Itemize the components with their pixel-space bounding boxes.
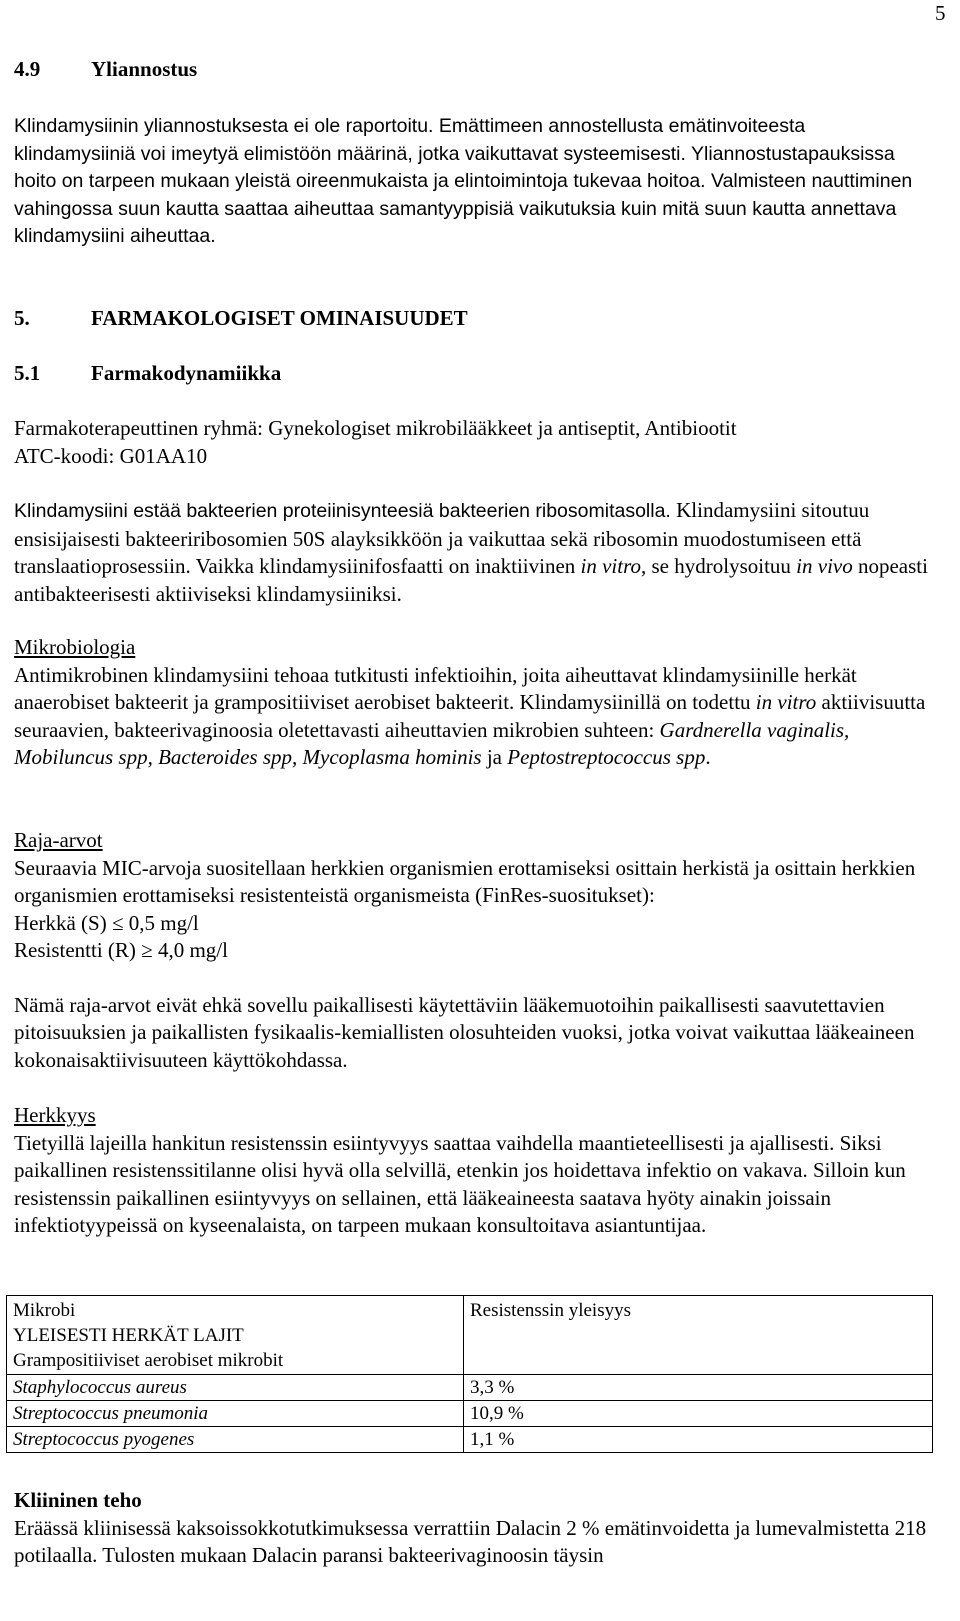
- in-vitro-term: in vitro: [755, 690, 817, 714]
- organism-peptostreptococcus: Peptostreptococcus spp: [507, 745, 706, 769]
- clinical-efficacy-text: Eräässä kliinisessä kaksoissokkotutkimuksessa verrattiin Dalacin 2 % emätinvoidetta ja lumevalmistetta 218 potilaalla. Tulosten mukaan Dalacin paransi bakteerivaginoosin täysin: [14, 1515, 927, 1567]
- resistance-cell: 10,9 %: [464, 1401, 933, 1427]
- group-line: Farmakoterapeuttinen ryhmä: Gynekologiset mikrobilääkkeet ja antiseptit, Antibiootit: [14, 416, 737, 440]
- breakpoint-resistant: [14, 937, 930, 965]
- resistant-label: Resistentti (R): [14, 938, 136, 962]
- breakpoints-note: Nämä raja-arvot eivät ehkä sovellu paikallisesti käytettäviin lääkemuotoihin paikallisesti saavutettavien pitoisuuksien ja paikallisten fysikaalis-kemiallisten olosuhteiden vuoksi, jotka voivat vaikuttaa lääkeaineen kokonaisaktiivisuuteen käyttökohdassa.: [14, 992, 915, 1072]
- table-header-resistance: [464, 1296, 933, 1375]
- section-number: 5.1: [14, 361, 41, 385]
- mechanism-text-b: Klindamysiini sitoutuu ensisijaisesti bakteeriribosomien 50S alayksikköön ja vaikuttaa sekä ribosomin muodostumiseen että translaatioprosessiin. Vaikka klindamysiinifosfaatti on inaktiivinen: [14, 498, 870, 578]
- pharmacotherapeutic-group: [14, 415, 930, 470]
- section-heading-4-9: [14, 56, 930, 84]
- microbiology-text-d: .: [705, 745, 711, 769]
- breakpoints-intro: Seuraavia MIC-arvoja suositellaan herkkien organismien erottamiseksi osittain herkistä ja osittain herkkien organismien erottamiseksi resistenteistä organismeista (FinRes-suositukset):: [14, 855, 916, 907]
- microbiology-text-a: Antimikrobinen klindamysiini tehoaa tutkitusti infektioihin, joita aiheuttavat klindamysiinille herkät anaerobiset bakteerit ja grampositiiviset aerobiset bakteerit. Klindamysiinillä on todettu: [14, 662, 857, 714]
- clinical-efficacy-heading: Kliininen teho: [14, 1488, 142, 1512]
- less-equal-symbol: ≤: [111, 910, 124, 935]
- greater-equal-symbol: ≥: [141, 938, 153, 962]
- atc-code-line: ATC-koodi: G01AA10: [14, 443, 208, 468]
- table-row: [7, 1401, 933, 1427]
- breakpoints-heading: Raja-arvot: [14, 828, 103, 852]
- microbiology-heading: Mikrobiologia: [14, 635, 136, 659]
- microbiology-text: [14, 662, 930, 772]
- page-number: 5: [935, 1, 946, 25]
- organism-cell: Streptococcus pyogenes: [7, 1427, 464, 1453]
- section-title: Yliannostus: [91, 57, 198, 81]
- header-microbe-label: Mikrobi: [13, 1300, 76, 1321]
- header-resistance-label: Resistenssin yleisyys: [470, 1300, 631, 1321]
- microbiology-text-c: ja: [486, 745, 502, 769]
- section-number: 4.9: [14, 57, 41, 81]
- in-vivo-term: in vivo: [796, 554, 853, 578]
- in-vitro-term: in vitro: [580, 554, 641, 578]
- section-heading-5-1: [14, 360, 930, 388]
- clinical-efficacy-section: [14, 1487, 930, 1570]
- overdose-text-a: Klindamysiinin yliannostuksesta ei ole raportoitu. Emättimeen annostellusta emätinvoiteesta klindamysiiniä voi imeytyä elimistöön määrinä, jotka vaikuttavat systeemisesti. Yliannostustapauksissa hoito on tarpeen mukaan yleistä oireenmukaista ja elintoimintoja tukevaa hoitoa.: [14, 115, 895, 192]
- header-commonly-susceptible: YLEISESTI HERKÄT LAJIT: [13, 1325, 244, 1346]
- organism-cell: Streptococcus pneumonia: [7, 1401, 464, 1427]
- table-header-row: [7, 1296, 933, 1375]
- susceptible-label: Herkkä (S): [14, 910, 107, 935]
- resistant-value: 4,0 mg/l: [157, 938, 228, 962]
- overdose-text-b: Valmisteen nauttiminen vahingossa suun kautta saattaa aiheuttaa samantyyppisiä vaikutuksia kuin mitä suun kautta annettava klindamysiini aiheuttaa.: [14, 170, 913, 247]
- section-number: 5.: [14, 306, 30, 330]
- header-gram-positive: Grampositiiviset aerobiset mikrobit: [13, 1350, 284, 1371]
- mechanism-text-c: , se hydrolysoituu: [641, 554, 791, 578]
- section-title: Farmakodynamiikka: [91, 361, 282, 385]
- section-heading-5: [14, 305, 930, 333]
- organism-list: Gardnerella vaginalis, Mobiluncus spp, Bacteroides spp, Mycoplasma hominis: [14, 717, 850, 769]
- table-row: [7, 1427, 933, 1453]
- breakpoints-section: [14, 827, 930, 1074]
- susceptibility-heading: Herkkyys: [14, 1103, 96, 1127]
- microbiology-text-b: aktiivisuutta seuraavien, bakteerivaginoosia oletettavasti aiheuttavien mikrobien suhteen:: [14, 690, 926, 742]
- organism-cell: Staphylococcus aureus: [7, 1375, 464, 1401]
- section-title: FARMAKOLOGISET OMINAISUUDET: [91, 306, 468, 330]
- mechanism-text-d: nopeasti antibakteerisesti aktiiviseksi klindamysiiniksi.: [14, 554, 928, 606]
- mechanism-text-a: Klindamysiini estää bakteerien proteiinisynteesiä bakteerien ribosomitasolla.: [14, 500, 671, 522]
- resistance-cell: 3,3 %: [464, 1375, 933, 1401]
- microbiology-section: [14, 634, 930, 772]
- resistance-cell: 1,1 %: [464, 1427, 933, 1453]
- breakpoint-susceptible: [14, 910, 930, 938]
- susceptible-value: 0,5 mg/l: [128, 910, 199, 935]
- overdose-paragraph: [14, 113, 930, 251]
- table-header-microbe: [7, 1296, 464, 1375]
- table-row: [7, 1375, 933, 1401]
- mechanism-paragraph: [14, 497, 930, 608]
- susceptibility-section: [14, 1102, 930, 1240]
- resistance-table: [6, 1295, 933, 1453]
- susceptibility-text: Tietyillä lajeilla hankitun resistenssin esiintyvyys saattaa vaihdella maantieteellisesti ja ajallisesti. Siksi paikallinen resistenssitilanne olisi hyvä olla selvillä, etenkin jos hoidettava infektio on vakava. Silloin kun resistenssin paikallinen esiintyvyys on sellainen, että lääkeaineesta saatava hyöty ainakin joissain infektiotyypeissä on kyseenalaista, on tarpeen mukaan konsultoitava asiantuntijaa.: [14, 1130, 906, 1237]
